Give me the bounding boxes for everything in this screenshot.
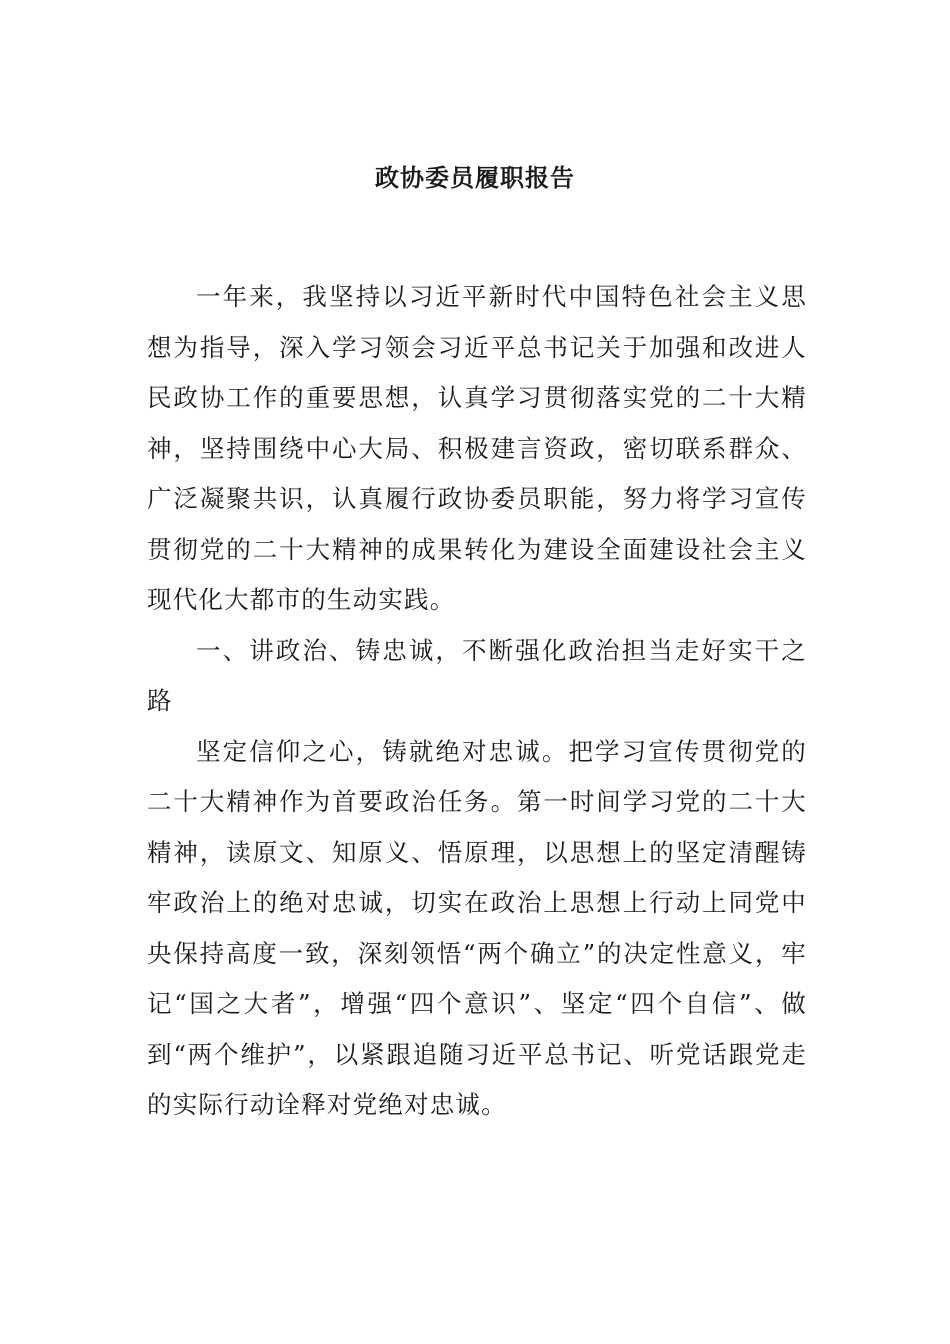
paragraph-intro: 一年来，我坚持以习近平新时代中国特色社会主义思想为指导，深入学习领会习近平总书记关于加强和改进人民政协工作的重要思想，认真学习贯彻落实党的二十大精神，坚持围绕中心大局、积极建言资政，密切联系群众、广泛凝聚共识，认真履行政协委员职能，努力将学习宣传贯彻党的二十大精神的成果转化为建设全面建设社会主义现代化大都市的生动实践。 [147,282,807,614]
paragraph-loyalty: 坚定信仰之心，铸就绝对忠诚。把学习宣传贯彻党的二十大精神作为首要政治任务。第一时间学习党的二十大精神，读原文、知原义、悟原理，以思想上的坚定清醒铸牢政治上的绝对忠诚，切实在政治上思想上行动上同党中央保持高度一致，深刻领悟“两个确立”的决定性意义，牢记“国之大者”，增强“四个意识”、坚定“四个自信”、做到“两个维护”，以紧跟追随习近平总书记、听党话跟党走的实际行动诠释对党绝对忠诚。 [147,736,807,1119]
section-heading-1: 一、讲政治、铸忠诚，不断强化政治担当走好实干之路 [147,635,807,715]
document-body [147,272,807,1131]
document-title: 政协委员履职报告 [375,163,575,192]
